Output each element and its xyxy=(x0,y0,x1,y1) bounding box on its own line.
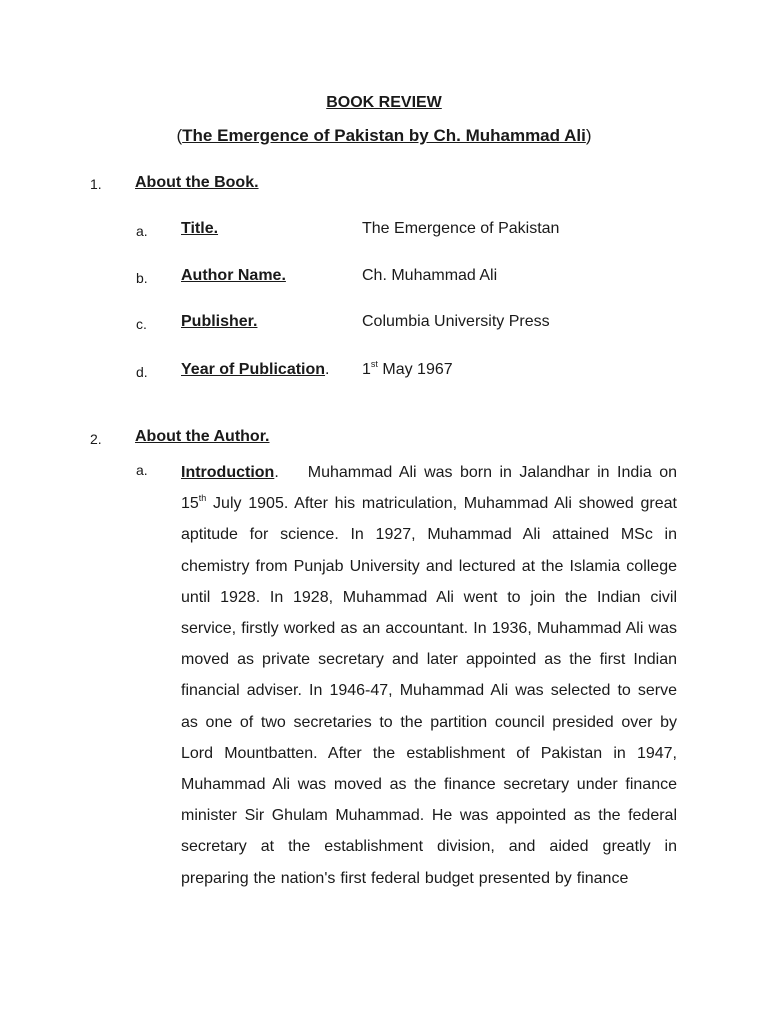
intro-label-suffix: . xyxy=(274,464,279,481)
field-label-year xyxy=(181,361,329,379)
document-title-text: BOOK REVIEW xyxy=(326,94,442,111)
field-value-year xyxy=(362,361,453,379)
section-heading-about-author: About the Author. xyxy=(135,428,270,445)
section-number: 2. xyxy=(90,431,102,447)
field-value-title: The Emergence of Pakistan xyxy=(362,220,560,237)
intro-paragraph xyxy=(181,457,677,894)
intro-text-part2: July 1905. After his matriculation, Muhammad Ali showed great aptitude for science. In 1927, Muhammad Ali attained MSc in chemistry from Punjab University and lectured at the Islamia college until 1928. In 1928, Muhammad Ali went to join the Indian civil service, firstly worked as an accountant. In 1936, Muhammad Ali was moved as private secretary and later appointed as the first Indian financial adviser. In 1946-47, Muhammad Ali was selected to serve as one of two secretaries to the partition council presided over by Lord Mountbatten. After the establishment of Pakistan in 1947, Muhammad Ali was moved as the finance secretary under finance minister Sir Ghulam Muhammad. He was appointed as the federal secretary at the establishment division, and aided greatly in preparing the nation's first federal budget presented by finance xyxy=(181,495,677,887)
subtitle-text: The Emergence of Pakistan by Ch. Muhammad Ali xyxy=(182,126,586,145)
field-label-suffix: . xyxy=(325,361,330,378)
field-label-text: Title. xyxy=(181,220,219,237)
section-number: 1. xyxy=(90,176,102,192)
field-label-text: Author Name. xyxy=(181,267,286,284)
field-label-author xyxy=(181,267,286,285)
intro-date-suffix: th xyxy=(198,493,207,504)
document-title xyxy=(0,94,768,112)
intro-label: Introduction xyxy=(181,464,275,481)
intro-text-part1: Muhammad Ali was born in Jalandhar in India on 15 xyxy=(181,464,677,513)
year-rest: May 1967 xyxy=(377,361,453,378)
field-letter: b. xyxy=(136,270,148,286)
field-label-publisher xyxy=(181,313,257,331)
section-heading-about-book: About the Book. xyxy=(135,174,259,191)
field-label-text: Year of Publication xyxy=(181,361,326,378)
field-label-text: Publisher. xyxy=(181,313,258,330)
year-day: 1 xyxy=(362,361,371,378)
subtitle-open-paren: ( xyxy=(176,126,183,145)
field-letter: c. xyxy=(136,316,147,332)
field-value-publisher: Columbia University Press xyxy=(362,313,550,330)
document-subtitle xyxy=(0,126,768,146)
field-value-author: Ch. Muhammad Ali xyxy=(362,267,498,284)
field-label-title xyxy=(181,220,218,238)
subtitle-close-paren: ) xyxy=(585,126,592,145)
field-letter: d. xyxy=(136,364,148,380)
field-letter: a. xyxy=(136,223,148,239)
intro-letter: a. xyxy=(136,462,148,478)
year-day-suffix: st xyxy=(370,359,378,369)
